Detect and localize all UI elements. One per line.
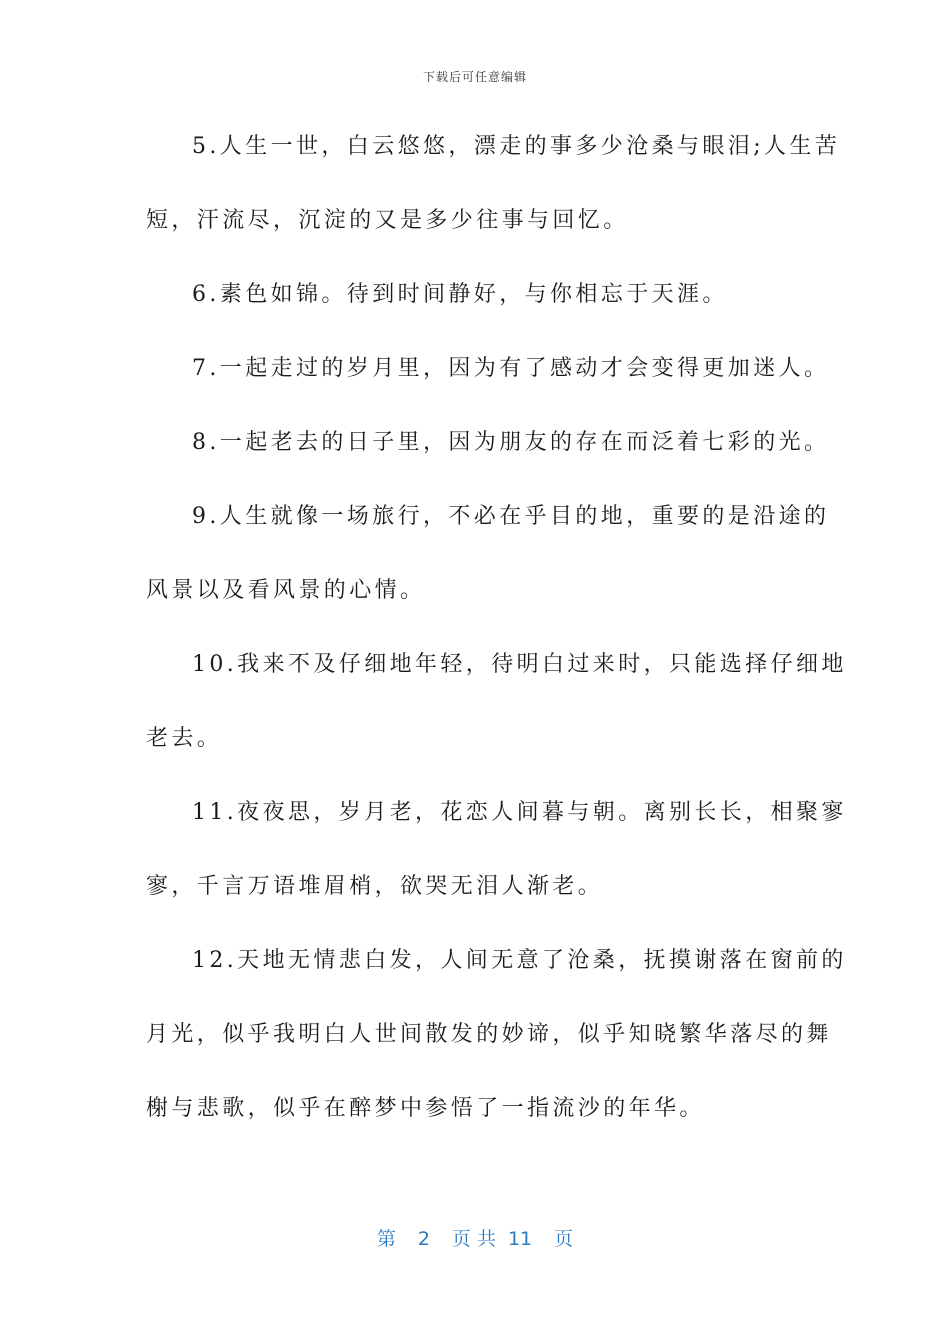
paragraph-line: 12.天地无情悲白发，人间无意了沧桑，抚摸谢落在窗前的 bbox=[192, 948, 847, 973]
paragraph-line: 风景以及看风景的心情。 bbox=[146, 578, 426, 603]
footer-suffix: 页 bbox=[554, 1228, 574, 1250]
paragraph-line: 老去。 bbox=[146, 726, 223, 751]
paragraph bbox=[146, 418, 830, 492]
paragraph bbox=[146, 344, 830, 418]
paragraph-line: 8.一起老去的日子里，因为朋友的存在而泛着七彩的光。 bbox=[192, 430, 830, 455]
paragraph bbox=[146, 122, 841, 270]
footer-middle: 页 共 bbox=[451, 1228, 496, 1250]
paragraph-line: 5.人生一世，白云悠悠，漂走的事多少沧桑与眼泪;人生苦 bbox=[192, 134, 841, 159]
download-note: 下载后可任意编辑 bbox=[422, 70, 527, 84]
page-footer bbox=[0, 1224, 950, 1251]
paragraph bbox=[146, 270, 806, 344]
footer-prefix: 第 bbox=[376, 1228, 396, 1250]
paragraph-line: 11.夜夜思，岁月老，花恋人间暮与朝。离别长长，相聚寥 bbox=[192, 800, 847, 825]
document-body bbox=[146, 122, 847, 1158]
paragraph bbox=[146, 936, 847, 1158]
paragraph-line: 6.素色如锦。待到时间静好，与你相忘于天涯。 bbox=[192, 282, 728, 307]
paragraph bbox=[146, 788, 847, 936]
paragraph-line: 短，汗流尽，沉淀的又是多少往事与回忆。 bbox=[146, 208, 629, 233]
current-page-number: 2 bbox=[417, 1228, 430, 1250]
paragraph bbox=[146, 640, 847, 788]
paragraph-line: 榭与悲歌，似乎在醉梦中参悟了一指流沙的年华。 bbox=[146, 1096, 705, 1121]
paragraph-line: 月光，似乎我明白人世间散发的妙谛，似乎知晓繁华落尽的舞 bbox=[146, 1022, 832, 1047]
paragraph-line: 9.人生就像一场旅行，不必在乎目的地，重要的是沿途的 bbox=[192, 504, 830, 529]
paragraph-line: 10.我来不及仔细地年轻，待明白过来时，只能选择仔细地 bbox=[192, 652, 847, 677]
paragraph bbox=[146, 492, 830, 640]
paragraph-line: 7.一起走过的岁月里，因为有了感动才会变得更加迷人。 bbox=[192, 356, 830, 381]
paragraph-line: 寥，千言万语堆眉梢，欲哭无泪人渐老。 bbox=[146, 874, 604, 899]
total-page-number: 11 bbox=[507, 1228, 533, 1250]
